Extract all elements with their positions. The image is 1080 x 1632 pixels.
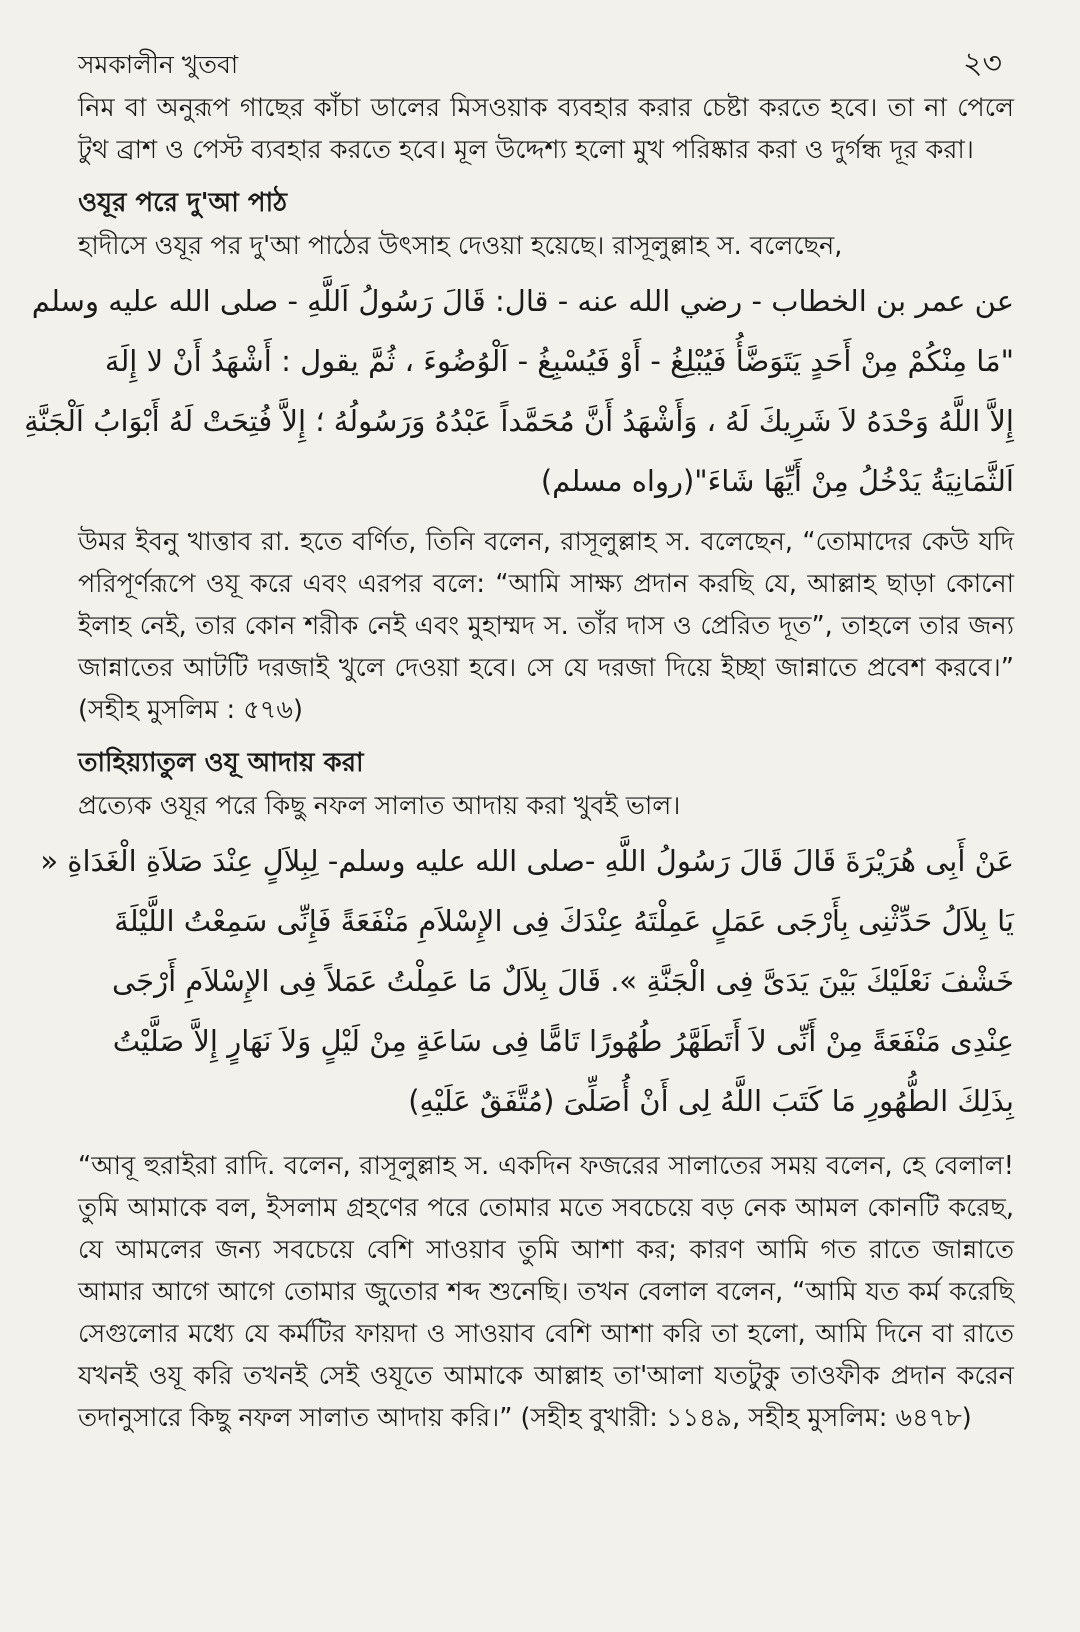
arabic-line: بِذَلِكَ الطُّهُورِ مَا كَتَبَ اللَّهُ لِى أَنْ أُصَلِّىَ (مُتَّفَقٌ عَلَيْهِ)	[408, 1084, 1014, 1118]
arabic-line: عِنْدِى مَنْفَعَةً مِنْ أَنِّى لاَ أَتَطَهَّرُ طُهُورًا تَامًّا فِى سَاعَةٍ مِنْ لَيْلٍ وَلاَ نَهَارٍ إِلاَّ صَلَّيْتُ	[112, 1024, 1014, 1058]
arabic-hadith-dua	[24, 271, 1014, 511]
section-intro-dua: হাদীসে ওযূর পর দু'আ পাঠের উৎসাহ দেওয়া হয়েছে। রাসূলুল্লাহ স. বলেছেন,	[78, 231, 843, 261]
section-intro-tahiyyatul-wudu: প্রত্যেক ওযূর পরে কিছু নফল সালাত আদায় করা খুবই ভাল।	[78, 791, 681, 821]
intro-paragraph: নিম বা অনুরূপ গাছের কাঁচা ডালের মিসওয়াক ব্যবহার করার চেষ্টা করতে হবে। তা না পেলে টুথ ব্রাশ ও পেস্ট ব্যবহার করতে হবে। মূল উদ্দেশ্য হলো মুখ পরিষ্কার করা ও দুর্গন্ধ দূর করা।	[78, 93, 1014, 165]
arabic-line: إِلاَّ اللَّهُ وَحْدَهُ لاَ شَرِيكَ لَهُ ، وَأَشْهَدُ أَنَّ مُحَمَّداً عَبْدُهُ وَرَسُولُهُ ؛ إِلاَّ فُتِحَتْ لَهُ أَبْوَابُ اَلْجَنَّةِ	[24, 404, 1014, 438]
translation-dua: উমর ইবনু খাত্তাব রা. হতে বর্ণিত, তিনি বলেন, রাসূলুল্লাহ স. বলেছেন, “তোমাদের কেউ যদি পরিপূর্ণরূপে ওযূ করে এবং এরপর বলে: “আমি সাক্ষ্য প্রদান করছি যে, আল্লাহ ছাড়া কোনো ইলাহ নেই, তার কোন শরীক নেই এবং মুহাম্মদ স. তাঁর দাস ও প্রেরিত দূত”, তাহলে তার জন্য জান্নাতের আটটি দরজাই খুলে দেওয়া হবে। সে যে দরজা দিয়ে ইচ্ছা জান্নাতে প্রবেশ করবে।” (সহীহ মুসলিম : ৫৭৬)	[78, 527, 1014, 725]
arabic-line: عن عمر بن الخطاب - رضي الله عنه - قال: قَالَ رَسُولُ اَللَّهِ - صلى الله عليه وسلم	[31, 284, 1014, 318]
arabic-line: اَلثَّمَانِيَةُ يَدْخُلُ مِنْ أَيِّهَا شَاءَ"(رواه مسلم)	[540, 464, 1014, 498]
arabic-line: يَا بِلاَلُ حَدِّثْنِى بِأَرْجَى عَمَلٍ عَمِلْتَهُ عِنْدَكَ فِى الإِسْلاَمِ مَنْفَعَةً فَإِنِّى سَمِعْتُ اللَّيْلَةَ	[114, 904, 1014, 938]
arabic-hadith-bilal	[40, 831, 1014, 1131]
section-heading-tahiyyatul-wudu: তাহিয়্যাতুল ওযূ আদায় করা	[78, 748, 364, 778]
arabic-line: "مَا مِنْكُمْ مِنْ أَحَدٍ يَتَوَضَّأُ فَيُبْلِغُ - أَوْ فَيُسْبِغُ - اَلْوُضُوءَ ، ثُمَّ يقول : أَشْهَدُ أَنْ لا إِلَهَ	[104, 344, 1014, 378]
running-header	[78, 44, 1014, 85]
running-title: সমকালীন খুতবা	[78, 50, 239, 79]
section-heading-dua: ওযূর পরে দু'আ পাঠ	[78, 188, 288, 218]
arabic-line: خَشْفَ نَعْلَيْكَ بَيْنَ يَدَىَّ فِى الْجَنَّةِ ». قَالَ بِلاَلٌ مَا عَمِلْتُ عَمَلاً فِى الإِسْلاَمِ أَرْجَى	[112, 964, 1014, 998]
translation-bilal: “আবূ হুরাইরা রাদি. বলেন, রাসূলুল্লাহ স. একদিন ফজরের সালাতের সময় বলেন, হে বেলাল! তুমি আমাকে বল, ইসলাম গ্রহণের পরে তোমার মতে সবচেয়ে বড় নেক আমল কোনটি করেছ, যে আমলের জন্য সবচেয়ে বেশি সাওয়াব তুমি আশা কর; কারণ আমি গত রাতে জান্নাতে আমার আগে আগে তোমার জুতোর শব্দ শুনেছি। তখন বেলাল বলেন, “আমি যত কর্ম করেছি সেগুলোর মধ্যে যে কর্মটির ফায়দা ও সাওয়াব বেশি আশা করি তা হলো, আমি দিনে বা রাতে যখনই ওযূ করি তখনই সেই ওযূতে আমাকে আল্লাহ তা'আলা যতটুকু তাওফীক প্রদান করেন তদানুসারে কিছু নফল সালাত আদায় করি।” (সহীহ বুখারী: ১১৪৯, সহীহ মুসলিম: ৬৪৭৮)	[78, 1151, 1014, 1433]
page-number: ২৩	[962, 46, 1002, 81]
arabic-line: عَنْ أَبِى هُرَيْرَةَ قَالَ قَالَ رَسُولُ اللَّهِ -صلى الله عليه وسلم- لِبِلاَلٍ عِنْدَ صَلاَةِ الْغَدَاةِ «	[40, 844, 1014, 878]
